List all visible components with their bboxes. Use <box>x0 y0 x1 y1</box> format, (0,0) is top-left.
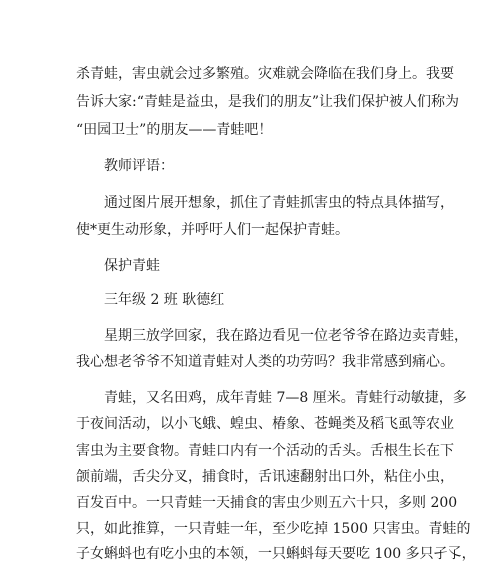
text-line: 杀青蛙，害虫就会过多繁殖。灾难就会降临在我们身上。我要 <box>76 66 454 82</box>
text-line: 星期三放学回家，我在路边看见一位老爷爷在路边卖青蛙， <box>104 328 468 344</box>
text-line: 子女蝌蚪也有吃小虫的本领，一只蝌蚪每天要吃 100 多只孑孓， <box>76 546 476 562</box>
text-line: 百发百中。一只青蛙一天捕食的害虫少则五六十只，多则 200 <box>76 495 458 511</box>
text-line: “田园卫士”的朋友——青蛙吧！ <box>76 122 273 138</box>
text-line: 害虫为主要食物。青蛙口内有一个活动的舌头。舌根生长在下 <box>76 443 454 459</box>
text-line: 使*更生动形象，并呼吁人们一起保护青蛙。 <box>76 222 349 238</box>
author-line: 三年级 2 班 耿德红 <box>104 292 225 308</box>
text-line: 告诉大家:“青蛙是益虫，是我们的朋友”让我们保护被人们称为 <box>76 94 460 110</box>
section-heading: 教师评语： <box>104 158 174 174</box>
text-line: 只，如此推算，一只青蛙一年，至少吃掉 1500 只害虫。青蛙的 <box>76 521 471 537</box>
text-line: 我心想老爷爷不知道青蛙对人类的功劳吗？我非常感到痛心。 <box>76 354 454 370</box>
text-line: 通过图片展开想象，抓住了青蛙抓害虫的特点具体描写， <box>104 195 454 211</box>
text-line: 于夜间活动，以小飞蛾、蝗虫、椿象、苍蝇类及稻飞虱等农业 <box>76 416 454 432</box>
article-title: 保护青蛙 <box>104 258 160 274</box>
text-line: 颌前端，舌尖分叉，捕食时，舌讯速翻射出口外，粘住小虫， <box>76 469 454 485</box>
text-line: 青蛙，又名田鸡，成年青蛙 7—8 厘米。青蛙行动敏捷，多 <box>104 390 467 406</box>
